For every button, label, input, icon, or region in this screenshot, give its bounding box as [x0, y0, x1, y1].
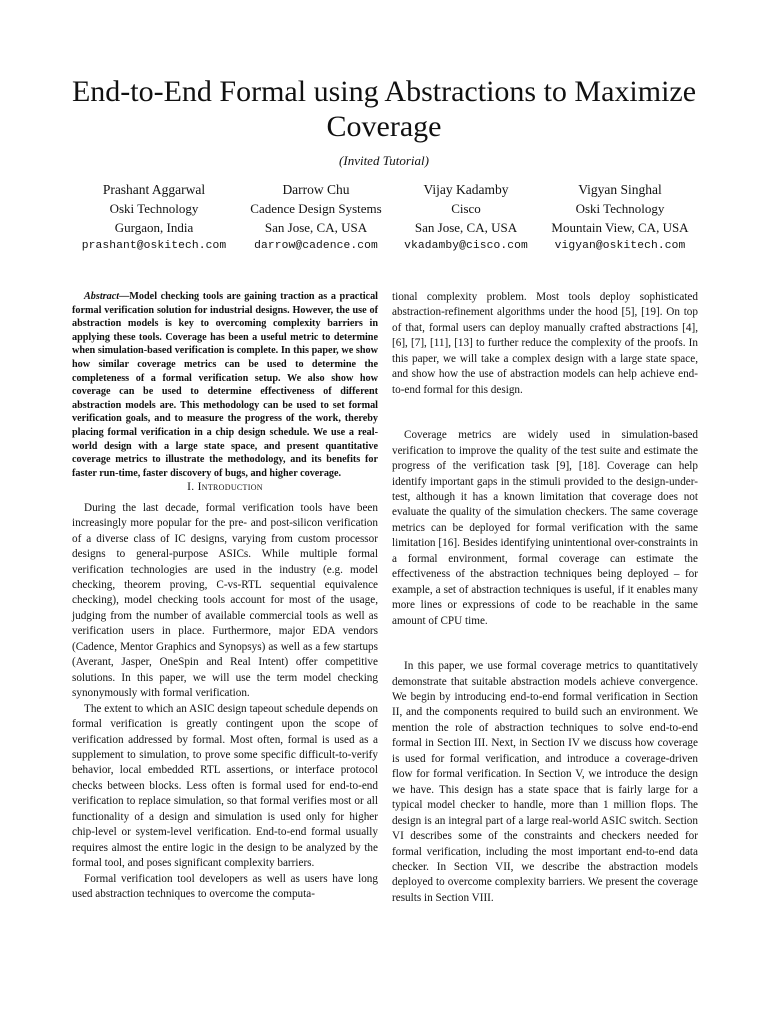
author-affiliation: Cadence Design Systems [250, 201, 382, 216]
author-email: vigyan@oskitech.com [554, 240, 686, 252]
right-column [392, 290, 698, 906]
author-location: Mountain View, CA, USA [551, 220, 689, 235]
author-name: Darrow Chu [282, 182, 350, 197]
abstract [72, 290, 378, 480]
abstract-text: —Model checking tools are gaining traction as a practical formal verification solution for industrial designs. However, the use of abstraction models is key to overcoming complexity barriers in applying these tools. Coverage has been a useful metric to determine when simulation-based verification is complete. In this paper, we show how similar coverage metrics can be used to determine the completeness of a formal verification setup. We also show how coverage can be used to determine effectiveness of different abstraction models are. This methodology can be used to set formal verification goals, and to measure the progress of the work, thereby placing formal verification in a chip design schedule. We use a real-world design with a large state space, and present quantitative coverage metrics to illustrate the methodology, and its benefits for faster run-time, faster discovery of bugs, and higher coverage. [72, 291, 378, 479]
section-title: Introduction [197, 481, 263, 494]
author-name: Prashant Aggarwal [102, 182, 206, 197]
author-name: Vigyan Singhal [578, 182, 662, 197]
author-affiliation: Oski Technology [575, 201, 665, 216]
paper-title: End-to-End Formal using Abstractions to Maximize Coverage [71, 75, 697, 143]
paragraph: tional complexity problem. Most tools deploy sophisticated abstraction-refinement algorithms under the hood [5], [19]. On top of that, formal users can deploy manually crafted abstractions [4], [6], [7], [11], [13] to further reduce the complexity of the proofs. In this paper, we will take a complex design with a large state space, and show how the use of abstraction models can help achieve end-to-end formal for this design. [392, 291, 698, 396]
section-number: I. [187, 481, 198, 494]
paragraph: The extent to which an ASIC design tapeout schedule depends on formal verification is greatly contingent upon the scope of verification addressed by formal. Most often, formal is used as a supplement to simulation, to prove some specific difficult-to-verify behavior, local embedded RTL assertions, or interface protocol checks between blocks. Less often is formal used for end-to-end verification to replace simulation, so that formal verifies most or all functionality of a design and simulation is used only for higher chip-level or system-level verification. End-to-end formal usually requires almost the entire logic in the design to be analyzed by the formal tool, and poses significant complexity barriers. [72, 702, 378, 870]
author-location: San Jose, CA, USA [264, 220, 368, 235]
paragraph: Formal verification tool developers as well as users have long used abstraction techniques to overcome the computa- [72, 872, 378, 901]
left-column [72, 290, 378, 903]
author-name: Vijay Kadamby [423, 182, 509, 197]
paragraph: Coverage metrics are widely used in simulation-based verification to improve the quality of the test suite and estimate the progress of the verification task [9], [18]. Coverage can help identify important gaps in the stimuli provided to the design-under-test, although it has a known limitation that coverage does not evaluate the quality of the simulation checkers. The same coverage metrics can be deployed for formal verification with the same limitation [16]. Besides identifying unintentional over-constraints in a formal environment, formal coverage can estimate the effectiveness of the abstraction techniques being deployed – for example, a set of abstraction techniques is useful, if it enables many more lines or expressions of code to be reachable in the same amount of CPU time. [392, 429, 698, 627]
section-heading [72, 480, 378, 495]
author-email: darrow@cadence.com [254, 240, 378, 252]
abstract-label: Abstract [84, 291, 120, 302]
author-affiliation: Oski Technology [109, 201, 199, 216]
author-email: prashant@oskitech.com [81, 240, 227, 252]
paper-subtitle: (Invited Tutorial) [339, 153, 429, 168]
paragraph: In this paper, we use formal coverage metrics to quantitatively demonstrate that suitable abstraction models achieve convergence. We begin by introducing end-to-end formal verification in Section II, and the components required to build such an environment. We mention the role of abstraction techniques to solve end-to-end formal in Section III. Next, in Section IV we discuss how coverage is used for formal verification, and introduce a coverage-driven flow for formal verification. In Section V, we introduce the design we have. This design has a state space that is fairly large for a typical model checker to handle, more than 1 million flops. The design is an integral part of a large real-world ASIC switch. Section VI describes some of the constraints and checkers needed for formal verification, including the most important end-to-end data checker. In Section VII, we describe the abstraction models deployed to overcome complexity barriers. We present the coverage results in Section VIII. [392, 660, 698, 904]
paragraph: During the last decade, formal verification tools have been increasingly more popular for the pre- and post-silicon verification of a diverse class of IC designs, varying from custom processor designs to general-purpose ASICs. While multiple formal verification technologies are used in the industry (e.g. model checking, theorem proving, C-vs-RTL sequential equivalence checking), model checking tools account for most of the usage, judging from the number of available commercial tools as well as verification users in place. Furthermore, major EDA vendors (Cadence, Mentor Graphics and Synopsys) as well as a few startups (Averant, Jasper, OneSpin and Real Intent) offer competitive solutions. In this paper, we will use the term model checking synonymously with formal verification. [72, 501, 378, 700]
author-location: Gurgaon, India [114, 220, 194, 235]
author-affiliation: Cisco [451, 201, 481, 216]
author-email: vkadamby@cisco.com [404, 240, 528, 252]
author-block [530, 180, 710, 256]
author-location: San Jose, CA, USA [414, 220, 518, 235]
author-block [64, 180, 244, 256]
author-block [376, 180, 556, 256]
